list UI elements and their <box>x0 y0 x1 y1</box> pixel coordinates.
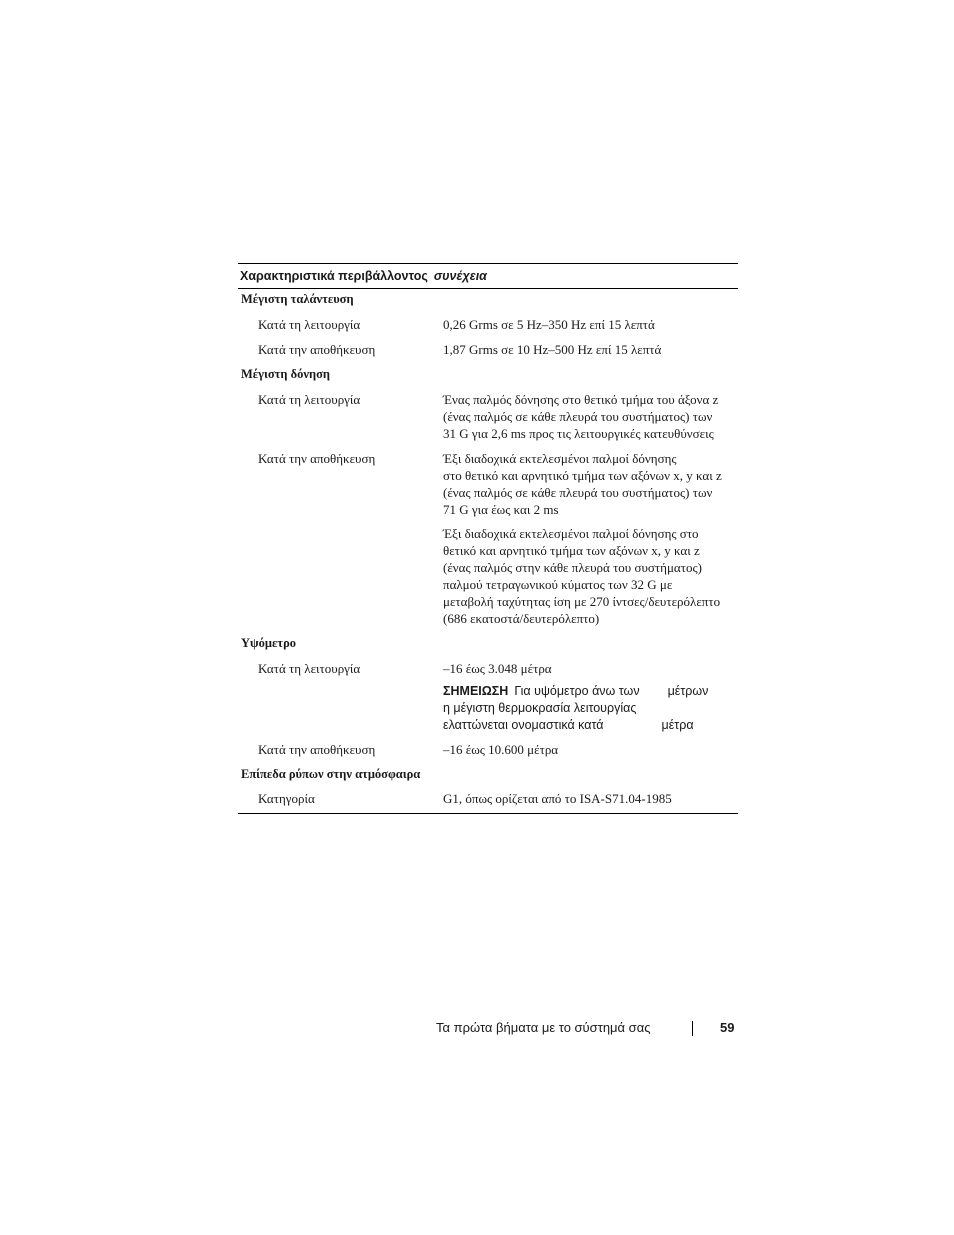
note-text: μέτρα <box>661 718 694 732</box>
row-label-storage: Κατά την αποθήκευση <box>258 742 376 757</box>
value-line: στο θετικό και αρνητικό τμήμα των αξόνων x, y και z <box>443 468 722 483</box>
table-bottom-rule <box>238 813 738 814</box>
row-label-storage: Κατά την αποθήκευση <box>258 451 376 466</box>
value-line: Έξι διαδοχικά εκτελεσμένοι παλμοί δόνησης <box>443 451 677 466</box>
row-value-shock-storage <box>443 450 738 518</box>
value-line: –16 έως 3.048 μέτρα <box>443 661 552 676</box>
value-line: Έξι διαδοχικά εκτελεσμένοι παλμοί δόνησης στο <box>443 526 699 541</box>
row-value-vibration-operating <box>443 316 738 333</box>
note-text: μέτρων <box>667 684 709 698</box>
value-line: μεταβολή ταχύτητας ίση με 270 ίντσες/δευτερόλεπτο <box>443 594 721 609</box>
row-label-operating: Κατά τη λειτουργία <box>258 661 361 676</box>
value-line: –16 έως 10.600 μέτρα <box>443 742 559 757</box>
page-number: 59 <box>720 1020 735 1035</box>
value-line: (ένας παλμός στην κάθε πλευρά του συστήματος) <box>443 560 702 575</box>
row-value-contaminant-class <box>443 790 738 807</box>
section-title-max-vibration: Μέγιστη ταλάντευση <box>241 292 354 306</box>
table-header-continued: συνέχεια <box>433 269 487 283</box>
value-line: Ένας παλμός δόνησης στο θετικό τμήμα του άξονα z <box>443 392 719 407</box>
section-title-altitude: Υψόμετρο <box>241 636 297 650</box>
environmental-specs-table <box>238 263 738 806</box>
note-line: η μέγιστη θερμοκρασία λειτουργίας <box>443 701 637 715</box>
value-line: (ένας παλμός σε κάθε πλευρά του συστήματος) των <box>443 409 713 424</box>
value-line: 1,87 Grms σε 10 Hz–500 Hz επί 15 λεπτά <box>443 342 662 357</box>
value-line: (686 εκατοστά/δευτερόλεπτο) <box>443 611 600 626</box>
row-value-altitude-storage <box>443 741 738 758</box>
row-label-class: Κατηγορία <box>258 791 315 806</box>
note-text: ελαττώνεται ονομαστικά κατά <box>443 718 604 732</box>
note-line <box>443 683 738 700</box>
note-text: Για υψόμετρο άνω των <box>514 684 640 698</box>
row-label-operating: Κατά τη λειτουργία <box>258 317 361 332</box>
row-label-storage: Κατά την αποθήκευση <box>258 342 376 357</box>
row-value-shock-storage-square-wave <box>443 525 738 627</box>
note-label: ΣΗΜΕΙΩΣΗ <box>443 684 509 698</box>
value-line: 71 G για έως και 2 ms <box>443 502 559 517</box>
footer-title: Τα πρώτα βήματα με το σύστημά σας <box>436 1020 651 1035</box>
table-header <box>238 263 738 289</box>
value-line: 0,26 Grms σε 5 Hz–350 Hz επί 15 λεπτά <box>443 317 655 332</box>
row-value-vibration-storage <box>443 341 738 358</box>
section-title-airborne-contaminants: Επίπεδα ρύπων στην ατμόσφαιρα <box>241 767 421 781</box>
value-line: θετικό και αρνητικό τμήμα των αξόνων x, y και z <box>443 543 700 558</box>
footer-separator <box>692 1021 693 1036</box>
note-line <box>443 717 738 734</box>
row-label-operating: Κατά τη λειτουργία <box>258 392 361 407</box>
section-title-max-shock: Μέγιστη δόνηση <box>241 367 330 381</box>
value-line: παλμού τετραγωνικού κύματος των 32 G με <box>443 577 673 592</box>
row-value-altitude-operating <box>443 660 738 677</box>
altitude-note <box>443 683 738 734</box>
value-line: (ένας παλμός σε κάθε πλευρά του συστήματος) των <box>443 485 713 500</box>
row-value-shock-operating <box>443 391 738 442</box>
value-line: G1, όπως ορίζεται από το ISA-S71.04-1985 <box>443 791 672 806</box>
value-line: 31 G για 2,6 ms προς τις λειτουργικές κατευθύνσεις <box>443 426 714 441</box>
table-header-title: Χαρακτηριστικά περιβάλλοντος <box>240 269 428 283</box>
